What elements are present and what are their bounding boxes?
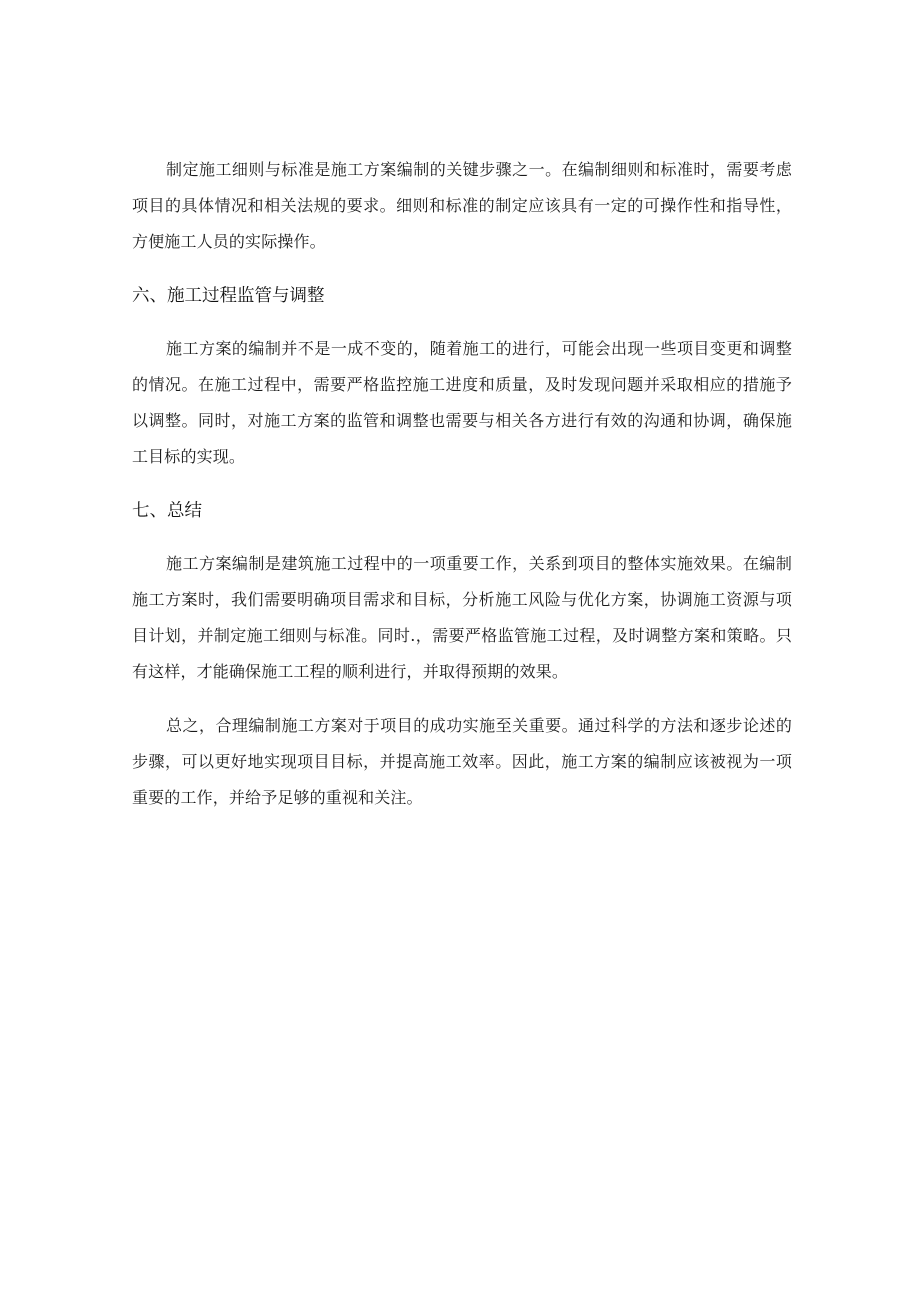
heading-section-seven: 七、总结 xyxy=(132,501,202,521)
paragraph-summary: 施工方案编制是建筑施工过程中的一项重要工作，关系到项目的整体实施效果。在编制施工方案时，我们需要明确项目需求和目标，分析施工风险与优化方案，协调施工资源与项目计划，并制定施工细则与标准。同时.，需要严格监管施工过程，及时调整方案和策略。只有这样，才能确保施工工程的顺利进行，并取得预期的效果。 xyxy=(132,554,792,681)
paragraph-construction-rules: 制定施工细则与标准是施工方案编制的关键步骤之一。在编制细则和标准时，需要考虑项目的具体情况和相关法规的要求。细则和标准的制定应该具有一定的可操作性和指导性，方便施工人员的实际操作。 xyxy=(132,160,792,251)
document-body xyxy=(132,152,792,834)
paragraph-supervision: 施工方案的编制并不是一成不变的，随着施工的进行，可能会出现一些项目变更和调整的情况。在施工过程中，需要严格监控施工进度和质量，及时发现问题并采取相应的措施予以调整。同时，对施工方案的监管和调整也需要与相关各方进行有效的沟通和协调，确保施工目标的实现。 xyxy=(132,339,792,466)
heading-section-six: 六、施工过程监管与调整 xyxy=(132,286,325,306)
paragraph-conclusion: 总之，合理编制施工方案对于项目的成功实施至关重要。通过科学的方法和逐步论述的步骤，可以更好地实现项目目标，并提高施工效率。因此，施工方案的编制应该被视为一项重要的工作，并给予足够的重视和关注。 xyxy=(132,716,792,807)
